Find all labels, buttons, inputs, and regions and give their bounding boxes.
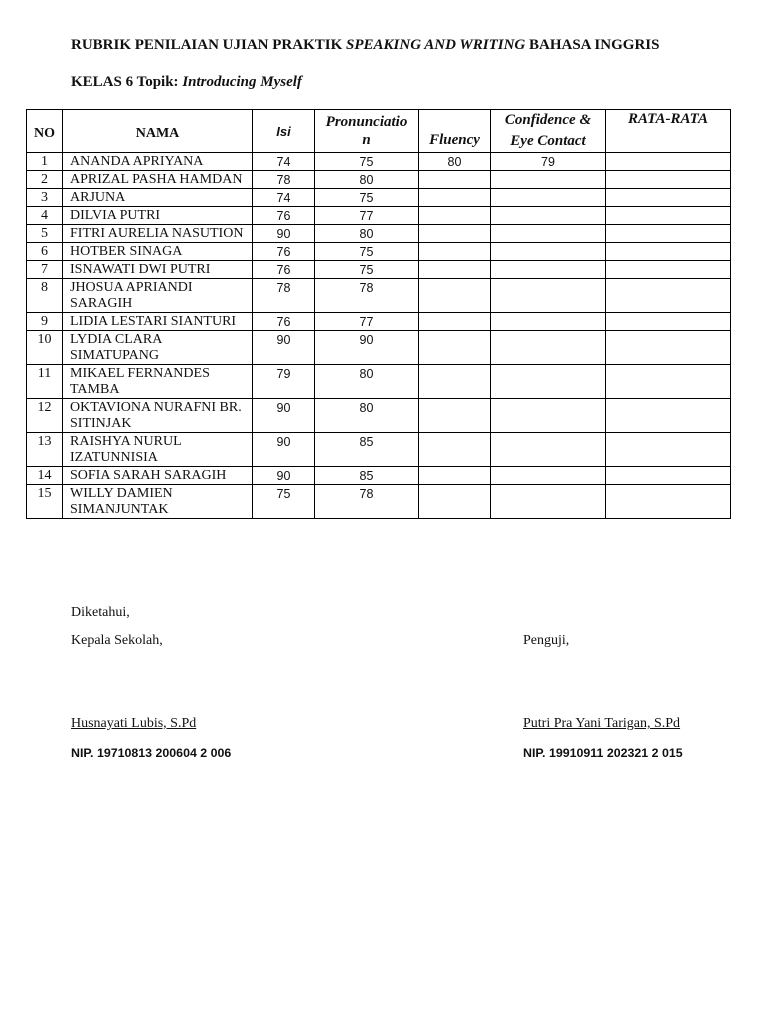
cell-no: 4 <box>27 207 63 225</box>
cell-name: LIDIA LESTARI SIANTURI <box>63 313 253 331</box>
cell-fluency <box>419 331 491 365</box>
cell-rata-rata <box>606 365 731 399</box>
header-fluency: Fluency <box>419 110 491 153</box>
principal-name: Husnayati Lubis, S.Pd <box>71 716 197 731</box>
cell-isi: 76 <box>253 243 315 261</box>
subtitle-topic: Introducing Myself <box>182 74 302 90</box>
cell-name: SOFIA SARAH SARAGIH <box>63 467 253 485</box>
cell-isi: 78 <box>253 171 315 189</box>
cell-name: FITRI AURELIA NASUTION <box>63 225 253 243</box>
cell-name: APRIZAL PASHA HAMDAN <box>63 171 253 189</box>
table-row <box>27 485 731 519</box>
table-row <box>27 433 731 467</box>
title-prefix: RUBRIK PENILAIAN UJIAN PRAKTIK <box>71 37 347 53</box>
table-row <box>27 171 731 189</box>
cell-fluency <box>419 399 491 433</box>
cell-isi: 79 <box>253 365 315 399</box>
cell-no: 6 <box>27 243 63 261</box>
cell-isi: 90 <box>253 433 315 467</box>
cell-pronunciation: 77 <box>315 207 419 225</box>
cell-rata-rata <box>606 433 731 467</box>
cell-pronunciation: 80 <box>315 399 419 433</box>
cell-name: LYDIA CLARA SIMATUPANG <box>63 331 253 365</box>
cell-confidence: 79 <box>491 153 606 171</box>
cell-isi: 90 <box>253 467 315 485</box>
examiner-role: Penguji, <box>523 633 570 648</box>
cell-name: DILVIA PUTRI <box>63 207 253 225</box>
cell-no: 14 <box>27 467 63 485</box>
table-row <box>27 331 731 365</box>
cell-confidence <box>491 399 606 433</box>
cell-pronunciation: 80 <box>315 225 419 243</box>
cell-fluency <box>419 207 491 225</box>
cell-fluency <box>419 261 491 279</box>
header-confidence <box>491 110 606 153</box>
cell-no: 10 <box>27 331 63 365</box>
cell-pronunciation: 78 <box>315 279 419 313</box>
cell-confidence <box>491 485 606 519</box>
cell-pronunciation: 85 <box>315 467 419 485</box>
cell-no: 15 <box>27 485 63 519</box>
cell-confidence <box>491 225 606 243</box>
cell-no: 2 <box>27 171 63 189</box>
examiner-name: Putri Pra Yani Tarigan, S.Pd <box>523 716 681 731</box>
cell-isi: 90 <box>253 331 315 365</box>
cell-rata-rata <box>606 225 731 243</box>
cell-confidence <box>491 171 606 189</box>
cell-fluency <box>419 485 491 519</box>
cell-fluency <box>419 467 491 485</box>
cell-rata-rata <box>606 189 731 207</box>
document-title <box>71 36 659 54</box>
cell-fluency <box>419 243 491 261</box>
cell-no: 13 <box>27 433 63 467</box>
cell-rata-rata <box>606 153 731 171</box>
cell-confidence <box>491 467 606 485</box>
cell-name: JHOSUA APRIANDI SARAGIH <box>63 279 253 313</box>
title-italic: SPEAKING AND WRITING <box>346 37 526 53</box>
cell-isi: 90 <box>253 225 315 243</box>
cell-fluency <box>419 279 491 313</box>
cell-pronunciation: 75 <box>315 153 419 171</box>
cell-pronunciation: 85 <box>315 433 419 467</box>
cell-rata-rata <box>606 243 731 261</box>
cell-confidence <box>491 279 606 313</box>
header-no: NO <box>27 110 63 153</box>
cell-pronunciation: 75 <box>315 243 419 261</box>
cell-isi: 74 <box>253 153 315 171</box>
cell-fluency <box>419 313 491 331</box>
table-header-row <box>27 110 731 153</box>
score-table <box>26 109 731 519</box>
cell-isi: 90 <box>253 399 315 433</box>
cell-rata-rata <box>606 331 731 365</box>
cell-no: 5 <box>27 225 63 243</box>
table-row <box>27 225 731 243</box>
cell-pronunciation: 80 <box>315 171 419 189</box>
header-pronunciation-label: Pronunciation <box>325 114 408 148</box>
cell-no: 7 <box>27 261 63 279</box>
cell-pronunciation: 80 <box>315 365 419 399</box>
cell-no: 11 <box>27 365 63 399</box>
acknowledged-label: Diketahui, <box>71 605 130 620</box>
cell-rata-rata <box>606 171 731 189</box>
cell-name: HOTBER SINAGA <box>63 243 253 261</box>
table-row <box>27 243 731 261</box>
cell-pronunciation: 90 <box>315 331 419 365</box>
cell-confidence <box>491 189 606 207</box>
cell-rata-rata <box>606 313 731 331</box>
subtitle-prefix: KELAS 6 Topik: <box>71 74 183 90</box>
table-row <box>27 467 731 485</box>
table-row <box>27 365 731 399</box>
cell-no: 8 <box>27 279 63 313</box>
cell-isi: 76 <box>253 261 315 279</box>
cell-confidence <box>491 433 606 467</box>
cell-isi: 76 <box>253 207 315 225</box>
cell-name: WILLY DAMIEN SIMANJUNTAK <box>63 485 253 519</box>
cell-rata-rata <box>606 467 731 485</box>
cell-fluency <box>419 189 491 207</box>
cell-no: 1 <box>27 153 63 171</box>
cell-rata-rata <box>606 485 731 519</box>
cell-rata-rata <box>606 207 731 225</box>
table-row <box>27 279 731 313</box>
cell-isi: 74 <box>253 189 315 207</box>
title-suffix: BAHASA INGGRIS <box>525 37 660 53</box>
cell-name: ANANDA APRIYANA <box>63 153 253 171</box>
examiner-nip: NIP. 19910911 202321 2 015 <box>523 746 683 760</box>
cell-rata-rata <box>606 279 731 313</box>
cell-pronunciation: 77 <box>315 313 419 331</box>
cell-rata-rata <box>606 261 731 279</box>
cell-no: 12 <box>27 399 63 433</box>
table-row <box>27 189 731 207</box>
header-confidence-label: Confidence & Eye Contact <box>504 112 592 149</box>
cell-confidence <box>491 261 606 279</box>
cell-fluency: 80 <box>419 153 491 171</box>
cell-fluency <box>419 433 491 467</box>
cell-pronunciation: 78 <box>315 485 419 519</box>
cell-confidence <box>491 365 606 399</box>
header-isi: Isi <box>253 110 315 153</box>
document-subtitle <box>71 73 302 91</box>
principal-nip: NIP. 19710813 200604 2 006 <box>71 746 232 760</box>
header-rata-rata: RATA-RATA <box>606 110 731 153</box>
cell-isi: 76 <box>253 313 315 331</box>
cell-isi: 75 <box>253 485 315 519</box>
principal-role: Kepala Sekolah, <box>71 633 163 648</box>
header-pronunciation <box>315 110 419 153</box>
cell-confidence <box>491 207 606 225</box>
cell-isi: 78 <box>253 279 315 313</box>
cell-no: 3 <box>27 189 63 207</box>
table-row <box>27 313 731 331</box>
cell-fluency <box>419 365 491 399</box>
score-table-body <box>27 153 731 519</box>
cell-pronunciation: 75 <box>315 189 419 207</box>
cell-pronunciation: 75 <box>315 261 419 279</box>
table-row <box>27 153 731 171</box>
table-row <box>27 261 731 279</box>
cell-confidence <box>491 331 606 365</box>
cell-name: ARJUNA <box>63 189 253 207</box>
cell-confidence <box>491 313 606 331</box>
cell-name: OKTAVIONA NURAFNI BR. SITINJAK <box>63 399 253 433</box>
cell-no: 9 <box>27 313 63 331</box>
cell-confidence <box>491 243 606 261</box>
cell-name: ISNAWATI DWI PUTRI <box>63 261 253 279</box>
cell-name: RAISHYA NURUL IZATUNNISIA <box>63 433 253 467</box>
cell-name: MIKAEL FERNANDES TAMBA <box>63 365 253 399</box>
cell-fluency <box>419 225 491 243</box>
table-row <box>27 207 731 225</box>
table-row <box>27 399 731 433</box>
cell-fluency <box>419 171 491 189</box>
header-nama: NAMA <box>63 110 253 153</box>
cell-rata-rata <box>606 399 731 433</box>
